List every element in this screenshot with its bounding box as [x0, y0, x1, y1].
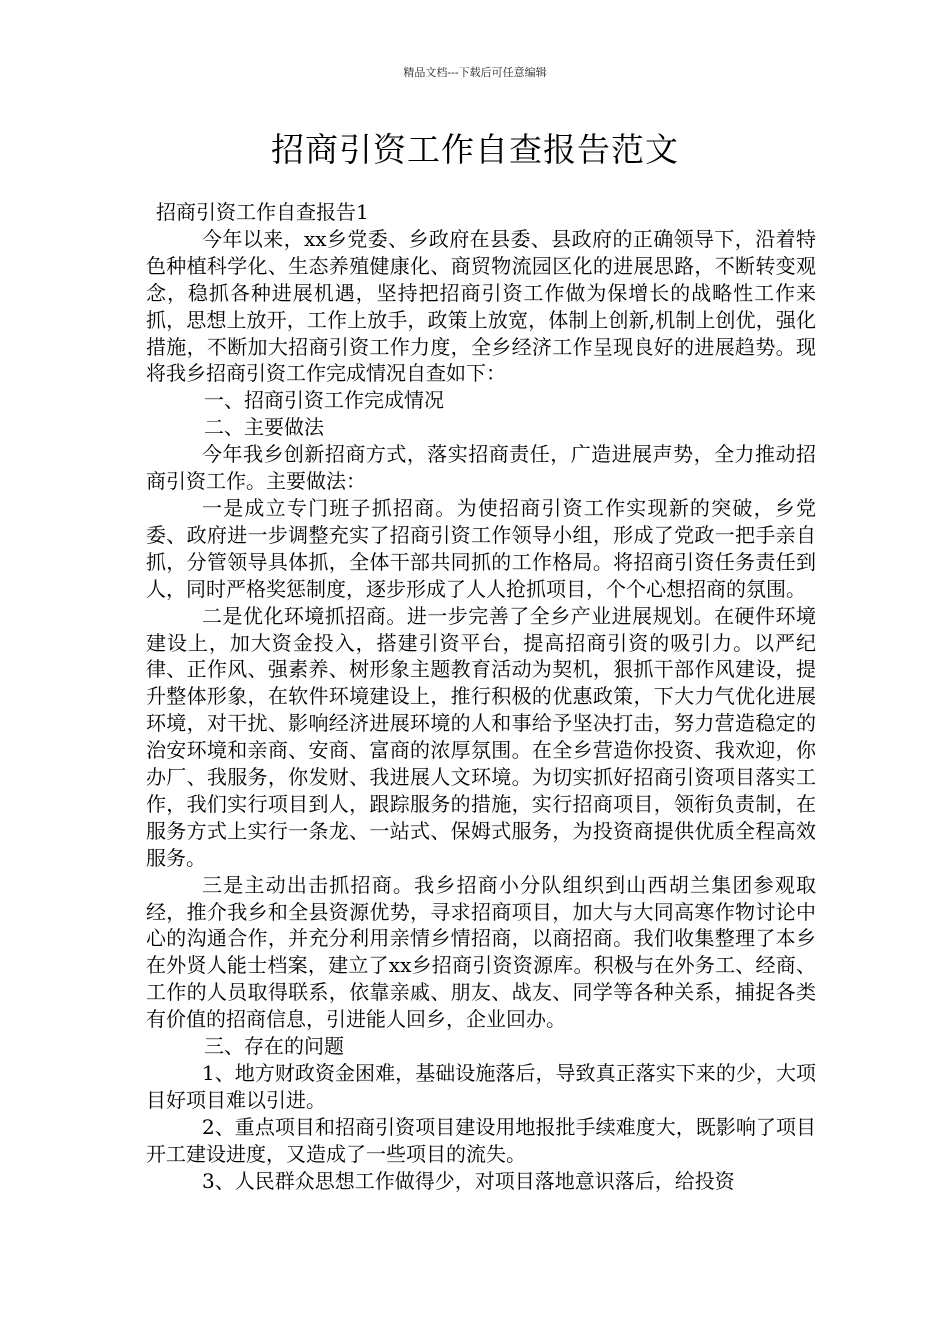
heading-section-2: 二、主要做法 — [204, 415, 324, 440]
page-header-note: 精品文档---下载后可任意编辑 — [403, 66, 547, 79]
paragraph-method-3: 三是主动出击抓招商。我乡招商小分队组织到山西胡兰集团参观取经，推介我乡和全县资源优势，寻求招商项目，加大与大同高寒作物讨论中心的沟通合作，并充分利用亲情乡情招商，以商招商。我们收集整理了本乡在外贤人能士档案，建立了xx乡招商引资资源库。积极与在外务工、经商、工作的人员取得联系，依靠亲戚、朋友、战友、同学等各种关系，捕捉各类有价值的招商信息，引进能人回乡，企业回办。 — [146, 872, 816, 1032]
paragraph-method-1: 一是成立专门班子抓招商。为使招商引资工作实现新的突破，乡党委、政府进一步调整充实了招商引资工作领导小组，形成了党政一把手亲自抓，分管领导具体抓，全体干部共同抓的工作格局。将招商引资任务责任到人，同时严格奖惩制度，逐步形成了人人抢抓项目，个个心想招商的氛围。 — [146, 495, 816, 601]
paragraph-problem-2: 2、重点项目和招商引资项目建设用地报批手续难度大，既影响了项目开工建设进度，又造成了一些项目的流失。 — [146, 1114, 816, 1166]
document-title: 招商引资工作自查报告范文 — [271, 130, 679, 169]
paragraph-problem-1: 1、地方财政资金困难，基础设施落后，导致真正落实下来的少，大项目好项目难以引进。 — [146, 1061, 816, 1112]
paragraph-method-2: 二是优化环境抓招商。进一步完善了全乡产业进展规划。在硬件环境建设上，加大资金投入，搭建引资平台，提高招商引资的吸引力。以严纪律、正作风、强素养、树形象主题教育活动为契机，狠抓干部作风建设，提升整体形象，在软件环境建设上，推行积极的优惠政策，下大力气优化进展环境，对干扰、影响经济进展环境的人和事给予坚决打击，努力营造稳定的治安环境和亲商、安商、富商的浓厚氛围。在全乡营造你投资、我欢迎，你办厂、我服务，你发财、我进展人文环境。为切实抓好招商引资项目落实工作，我们实行项目到人，跟踪服务的措施，实行招商项目，领衔负责制，在服务方式上实行一条龙、一站式、保姆式服务，为投资商提供优质全程高效服务。 — [146, 603, 816, 870]
report-subtitle: 招商引资工作自查报告1 — [156, 200, 369, 224]
paragraph-problem-3: 3、人民群众思想工作做得少，对项目落地意识落后，给投资 — [202, 1168, 735, 1193]
heading-section-1: 一、招商引资工作完成情况 — [204, 388, 444, 413]
document-body — [146, 199, 816, 1195]
paragraph-intro: 今年以来，xx乡党委、乡政府在县委、县政府的正确领导下，沿着特色种植科学化、生态养殖健康化、商贸物流园区化的进展思路，不断转变观念，稳抓各种进展机遇，坚持把招商引资工作做为保增长的战略性工作来抓，思想上放开，工作上放手，政策上放宽，体制上创新,机制上创优，强化措施，不断加大招商引资工作力度，全乡经济工作呈现良好的进展趋势。现将我乡招商引资工作完成情况自查如下： — [146, 226, 816, 386]
heading-section-3: 三、存在的问题 — [204, 1034, 344, 1059]
paragraph-main-methods: 今年我乡创新招商方式，落实招商责任，广造进展声势，全力推动招商引资工作。主要做法： — [146, 442, 816, 494]
